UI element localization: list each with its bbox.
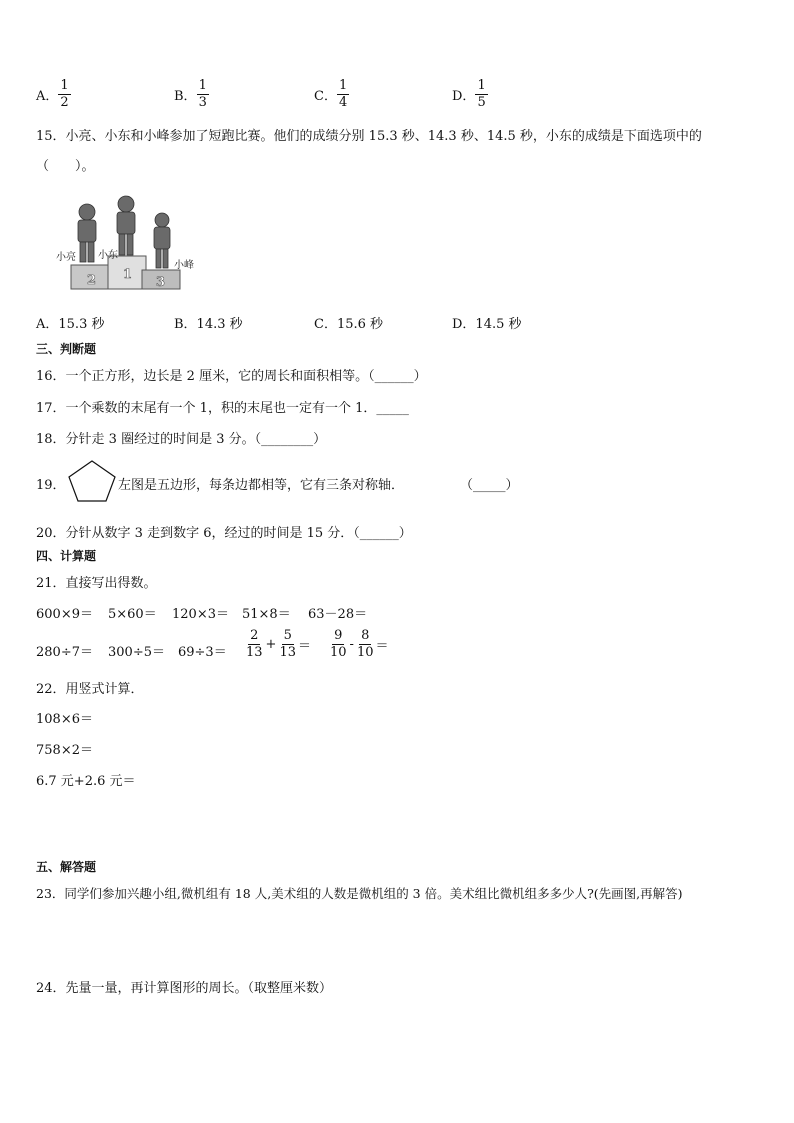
q15-option-c: C．15.6 秒 [314,317,384,332]
q21-expr: 5×60＝ [108,607,157,622]
label-xiaoliang: 小亮 [56,252,76,263]
q14-option-d: D． $\frac{1}{5}$ [452,78,486,110]
fraction: $\frac{1}{2}$ [60,78,69,110]
q15-blank: （ ）。 [36,159,95,174]
q15-stem: 15．小亮、小东和小峰参加了短跑比赛。他们的成绩分别 15.3 秒、14.3 秒、14.5 秒，小东的成绩是下面选项中的 [36,129,702,144]
q20: 20．分针从数字 3 走到数字 6，经过的时间是 15 分．（______） [36,526,412,541]
q21-expr: 280÷7＝ [36,645,93,660]
q22-item: 758×2＝ [36,743,93,758]
fraction: $\frac{1}{4}$ [338,78,348,110]
q23: 23．同学们参加兴趣小组,微机组有 18 人,美术组的人数是微机组的 3 倍。美术组比微机组多多少人?(先画图,再解答) [36,886,683,901]
q21-title: 21．直接写出得数。 [36,576,157,591]
q21-expr: 300÷5＝ [108,645,165,660]
q15-option-a: A．15.3 秒 [36,317,105,332]
fraction: $\frac{9}{10}$ [330,628,347,660]
podium-figure [54,192,204,292]
fraction: $\frac{5}{13}$ [279,628,296,660]
q14-option-c: C． $\frac{1}{4}$ [314,78,348,110]
section-heading-judgment: 三、判断题 [36,342,97,356]
q24: 24．先量一量，再计算图形的周长。（取整厘米数） [36,981,333,996]
q21-expr: 51×8＝ [242,607,291,622]
q15-option-b: B．14.3 秒 [174,317,243,332]
q17: 17．一个乘数的末尾有一个 1，积的末尾也一定有一个 1．_____ [36,401,409,416]
podium-place-1: 1 [123,267,133,282]
q21-fraction-difference: $\frac{9}{10}$ - $\frac{8}{10}$ ＝ [330,628,389,660]
label-xiaodong: 小东 [98,250,118,261]
q21-expr: 120×3＝ [172,607,229,622]
podium-place-3: 3 [156,275,166,290]
q18: 18．分针走 3 圈经过的时间是 3 分。（________） [36,432,327,447]
fraction: $\frac{1}{3}$ [198,78,207,110]
pentagon-figure [66,458,118,504]
q14-option-a: A． $\frac{1}{2}$ [36,78,69,110]
fraction: $\frac{2}{13}$ [246,628,263,660]
q19-number: 19． [36,478,66,493]
q22-item: 6.7 元+2.6 元＝ [36,774,136,789]
q14-option-b: B． $\frac{1}{3}$ [174,78,207,110]
q22-item: 108×6＝ [36,712,93,727]
fraction: $\frac{8}{10}$ [356,628,374,660]
q22-title: 22．用竖式计算． [36,682,144,697]
q19-text: 左图是五边形，每条边都相等，它有三条对称轴． [118,478,405,493]
label-xiaofeng: 小峰 [174,260,194,271]
q19-answer-blank: （_____） [460,478,519,493]
q21-expr: 69÷3＝ [178,645,227,660]
q21-expr: 600×9＝ [36,607,93,622]
fraction: $\frac{1}{5}$ [477,78,486,110]
section-heading-word-problems: 五、解答题 [36,860,97,874]
podium-place-2: 2 [87,273,97,288]
q21-fraction-sum: $\frac{2}{13}$ + $\frac{5}{13}$ ＝ [246,628,312,660]
q16: 16．一个正方形，边长是 2 厘米，它的周长和面积相等。（______） [36,369,427,384]
section-heading-calculation: 四、计算题 [36,549,97,563]
q15-option-d: D．14.5 秒 [452,317,522,332]
q21-expr: 63－28＝ [308,607,368,622]
